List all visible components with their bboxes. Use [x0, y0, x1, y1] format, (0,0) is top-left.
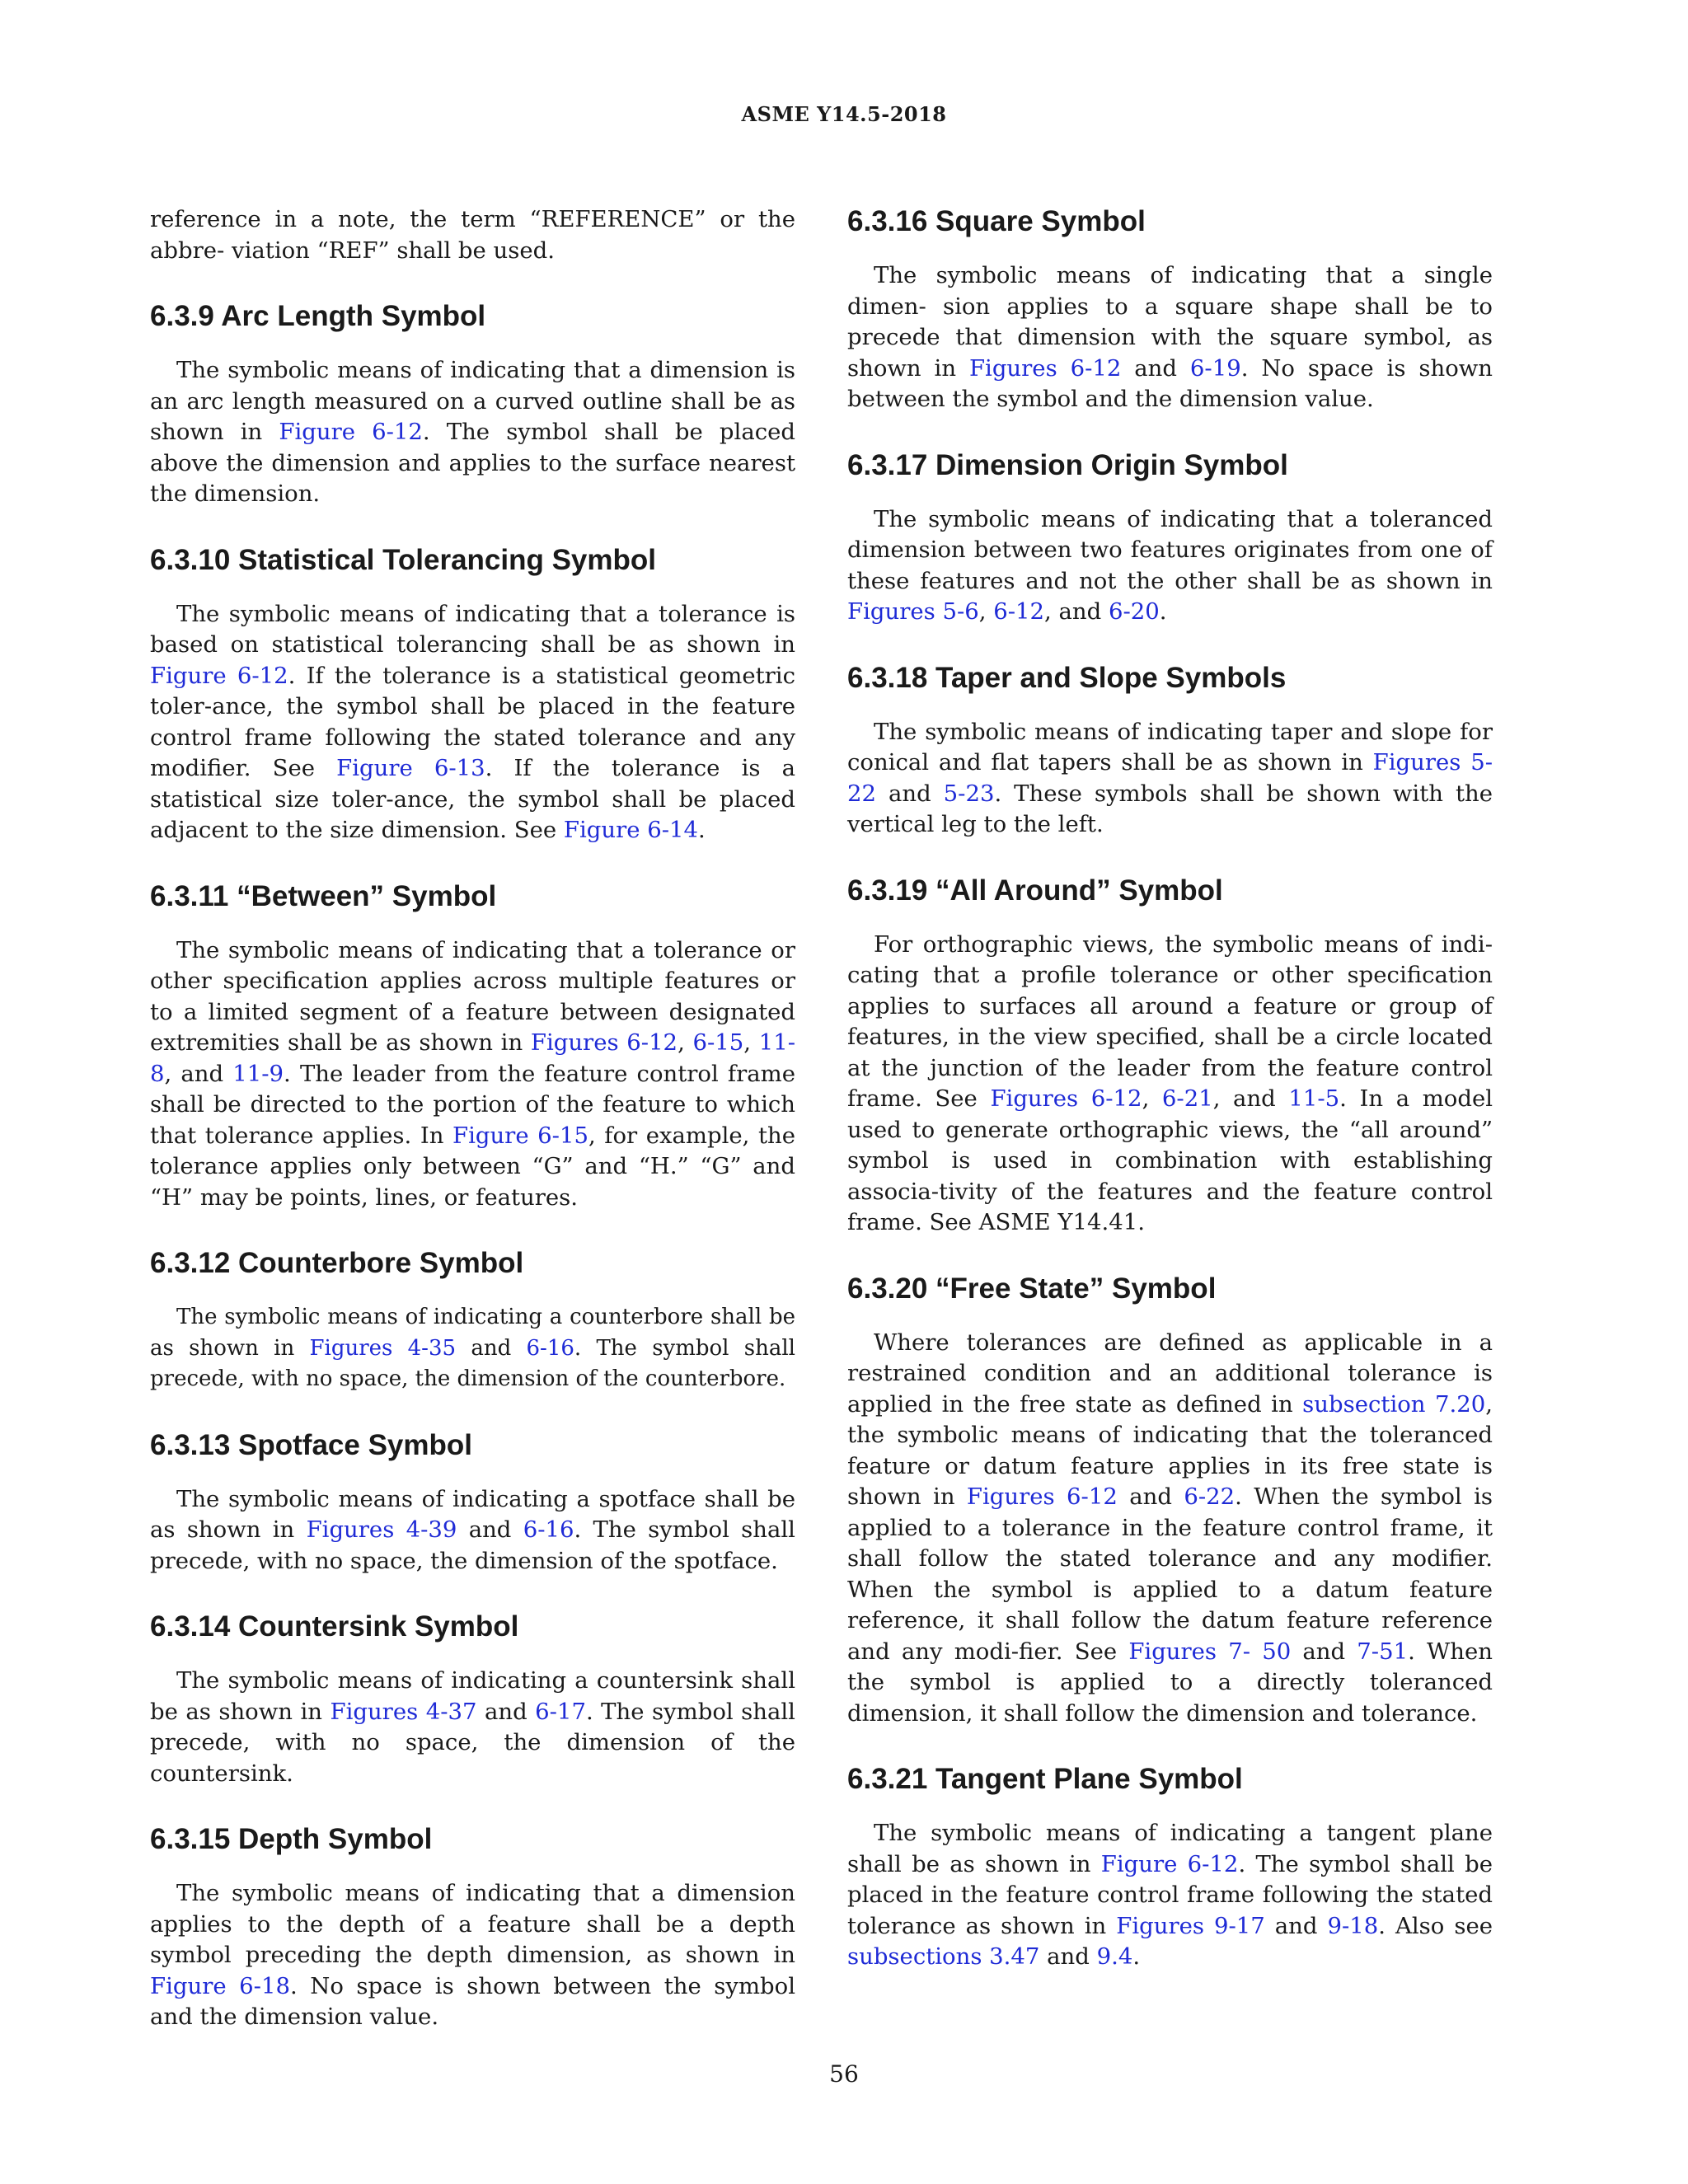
- figure-link[interactable]: Figures 6-12: [966, 1483, 1118, 1510]
- subsection-link[interactable]: 9.4: [1096, 1943, 1133, 1970]
- section-heading: 6.3.16 Square Symbol: [847, 205, 1146, 237]
- section-6-3-14: [150, 1610, 795, 1789]
- section-body: The symbolic means of indicating that a tolerance is based on statistical tolerancing shall be as shown in Figure 6-12. If the tolerance is a statistical geometric toler-ance, the symbol shall be placed in the feature control frame following the stated tolerance and any modifier. See Figure 6-13. If the tolerance is a statistical size toler-ance, the symbol shall be placed adjacent to the size dimension. See Figure 6-14.: [150, 600, 796, 843]
- section-heading: 6.3.21 Tangent Plane Symbol: [847, 1763, 1243, 1795]
- section-6-3-11: [150, 879, 795, 1214]
- figure-link[interactable]: Figure 6-14: [563, 817, 699, 843]
- section-body: The symbolic means of indicating that a dimension applies to the depth of a feature shall be a depth symbol preceding the depth dimension, as shown in Figure 6-18. No space is shown between the symbol and the dimension value.: [150, 1880, 795, 2030]
- figure-link[interactable]: 6-16: [526, 1335, 574, 1361]
- section-heading: 6.3.9 Arc Length Symbol: [150, 300, 486, 332]
- section-6-3-19: [847, 874, 1493, 1239]
- figure-link[interactable]: Figures 4-35: [309, 1335, 457, 1361]
- continued-paragraph: reference in a note, the term “REFERENCE” or the abbre- viation “REF” shall be used.: [150, 206, 795, 264]
- right-column: [847, 204, 1493, 2006]
- figure-link[interactable]: 6-22: [1184, 1483, 1236, 1510]
- section-body: The symbolic means of indicating that a single dimen- sion applies to a square shape shall be to precede that dimension with the square symbol, as shown in Figures 6-12 and 6-19. No space is shown between the symbol and the dimension value.: [847, 262, 1493, 412]
- section-body: The symbolic means of indicating that a dimension is an arc length measured on a curved outline shall be as shown in Figure 6-12. The symbol shall be placed above the dimension and applies to the surface nearest the dimension.: [150, 357, 795, 507]
- figure-link[interactable]: Figure 6-15: [452, 1122, 588, 1149]
- section-body: The symbolic means of indicating a counterbore shall be as shown in Figures 4-35 and 6-16. The symbol shall precede, with no space, the dimension of the counterbore.: [150, 1305, 795, 1391]
- section-6-3-18: [847, 661, 1493, 841]
- figure-link[interactable]: Figures 5-6: [847, 598, 979, 625]
- section-body: The symbolic means of indicating a countersink shall be as shown in Figures 4-37 and 6-17. The symbol shall precede, with no space, the dimension of the countersink.: [150, 1667, 795, 1787]
- section-heading: 6.3.15 Depth Symbol: [150, 1823, 433, 1855]
- subsection-link[interactable]: subsection 7.20: [1302, 1390, 1486, 1418]
- figure-link[interactable]: Figures 4-39: [306, 1516, 457, 1543]
- section-heading: 6.3.10 Statistical Tolerancing Symbol: [150, 543, 657, 576]
- section-body: The symbolic means of indicating that a tolerance or other specification applies across multiple features or to a limited segment of a feature between designated extremities shall be as shown in Figures 6-12, 6-15, 11-8, and 11-9. The leader from the feature control frame shall be directed to the portion of the feature to which that tolerance applies. In Figure 6-15, for example, the tolerance applies only between “G” and “H.” “G” and “H” may be points, lines, or features.: [150, 936, 796, 1211]
- section-6-3-17: [847, 448, 1493, 628]
- section-body: The symbolic means of indicating taper and slope for conical and flat tapers shall be as shown in Figures 5-22 and 5-23. These symbols shall be shown with the vertical leg to the left.: [847, 718, 1493, 837]
- figure-link[interactable]: Figures 6-12: [968, 354, 1122, 382]
- figure-link[interactable]: 6-17: [535, 1698, 586, 1725]
- subsection-link[interactable]: subsections 3.47: [847, 1943, 1040, 1970]
- figure-link[interactable]: Figure 6-13: [336, 755, 485, 781]
- section-heading: 6.3.17 Dimension Origin Symbol: [847, 448, 1288, 481]
- left-column: [150, 204, 795, 2066]
- figure-link[interactable]: Figures 6-12: [530, 1029, 678, 1056]
- section-heading: 6.3.12 Counterbore Symbol: [150, 1247, 524, 1279]
- figure-link[interactable]: Figure 6-12: [150, 662, 288, 689]
- section-body: The symbolic means of indicating a spotface shall be as shown in Figures 4-39 and 6-16. The symbol shall precede, with no space, the dimension of the spotface.: [150, 1485, 795, 1574]
- figure-link[interactable]: 6-16: [523, 1516, 574, 1543]
- section-6-3-20: [847, 1272, 1493, 1730]
- section-heading: 6.3.14 Countersink Symbol: [150, 1610, 519, 1643]
- section-body: The symbolic means of indicating that a toleranced dimension between two features originates from one of these features and not the other shall be as shown in Figures 5-6, 6-12, and 6-20.: [847, 505, 1493, 625]
- section-heading: 6.3.11 “Between” Symbol: [150, 879, 497, 912]
- section-heading: 6.3.18 Taper and Slope Symbols: [847, 661, 1287, 694]
- figure-link[interactable]: 6-19: [1189, 354, 1241, 382]
- figure-link[interactable]: 7-51: [1357, 1638, 1409, 1665]
- figure-link[interactable]: Figure 6-18: [150, 1972, 290, 1999]
- section-heading: 6.3.13 Spotface Symbol: [150, 1428, 472, 1461]
- figure-link[interactable]: Figure 6-12: [1100, 1850, 1239, 1877]
- section-body: Where tolerances are defined as applicable in a restrained condition and an additional tolerance is applied in the free state as defined in subsection 7.20, the symbolic means of indicating that the toleranced feature or datum feature applies in its free state is shown in Figures 6-12 and 6-22. When the symbol is applied to a tolerance in the feature control frame, it shall follow the stated tolerance and any modifier. When the symbol is applied to a datum feature reference, it shall follow the datum feature reference and any modi-fier. See Figures 7- 50 and 7-51. When the symbol is applied to a directly toleranced dimension, it shall follow the dimension and tolerance.: [847, 1329, 1493, 1727]
- section-6-3-21: [847, 1762, 1493, 1973]
- figure-link[interactable]: 11-8: [150, 1029, 796, 1087]
- section-heading: 6.3.20 “Free State” Symbol: [847, 1272, 1217, 1305]
- section-6-3-10: [150, 543, 795, 846]
- section-6-3-13: [150, 1428, 795, 1577]
- page-number: 56: [829, 2060, 859, 2088]
- figure-link[interactable]: 6-20: [1108, 598, 1160, 625]
- figure-link[interactable]: 6-21: [1161, 1085, 1213, 1112]
- section-6-3-16: [847, 204, 1493, 415]
- figure-link[interactable]: 5-23: [943, 780, 995, 807]
- figure-link[interactable]: Figures 4-37: [330, 1698, 477, 1725]
- page-header: ASME Y14.5-2018: [741, 102, 947, 126]
- figure-link[interactable]: Figures 6-12: [990, 1085, 1142, 1112]
- section-body: The symbolic means of indicating a tangent plane shall be as shown in Figure 6-12. The symbol shall be placed in the feature control frame following the stated tolerance as shown in Figures 9-17 and 9-18. Also see subsections 3.47 and 9.4.: [847, 1820, 1493, 1970]
- figure-link[interactable]: 6-12: [993, 598, 1045, 625]
- figure-link[interactable]: Figure 6-12: [279, 419, 423, 445]
- section-6-3-9: [150, 299, 795, 510]
- figure-link[interactable]: 11-9: [232, 1060, 284, 1087]
- figure-link[interactable]: Figures 9-17: [1116, 1912, 1265, 1939]
- section-6-3-15: [150, 1822, 795, 2033]
- figure-link[interactable]: Figures 5-22: [847, 749, 1493, 807]
- section-6-3-12: [150, 1246, 795, 1395]
- figure-link[interactable]: Figures 7- 50: [1128, 1638, 1292, 1665]
- figure-link[interactable]: 9-18: [1327, 1912, 1379, 1939]
- section-body: For orthographic views, the symbolic means of indi- cating that a profile tolerance or other specification applies to surfaces all around a feature or group of features, in the view specified, shall be a circle located at the junction of the leader from the feature control frame. See Figures 6-12, 6-21, and 11-5. In a model used to generate orthographic views, the “all around” symbol is used in combination with establishing associa-tivity of the features and the feature control frame. See ASME Y14.41.: [847, 930, 1493, 1235]
- figure-link[interactable]: 6-15: [692, 1029, 744, 1056]
- section-heading: 6.3.19 “All Around” Symbol: [847, 874, 1223, 907]
- figure-link[interactable]: 11-5: [1288, 1085, 1340, 1112]
